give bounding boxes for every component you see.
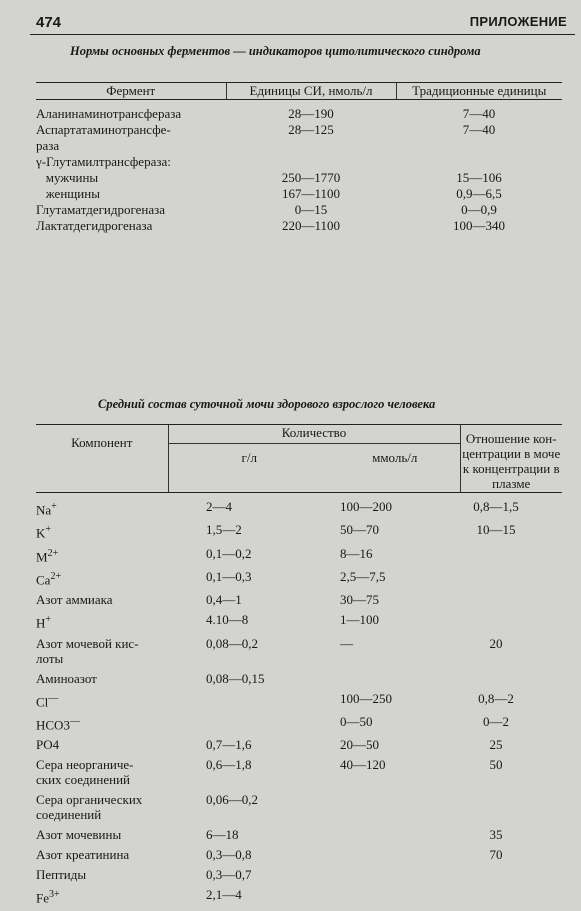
table-row	[36, 592, 562, 612]
mmol-per-l-value	[330, 792, 460, 827]
component-name: $Fe^{3+}$	[36, 889, 60, 906]
mmol-per-l-value: 2,5—7,5	[340, 568, 386, 584]
g-per-l-value: 0,08—0,15	[206, 670, 265, 686]
ratio-value	[460, 867, 562, 887]
traditional-value	[396, 154, 562, 170]
table1-title: Нормы основных ферментов — индикаторов цитолитического синдрома	[70, 44, 481, 58]
ratio-value	[460, 887, 562, 910]
component-name: H+	[36, 614, 52, 631]
section-title: ПРИЛОЖЕНИЕ	[469, 14, 567, 29]
mmol-per-l-value	[330, 887, 460, 910]
g-per-l-value: 0,1—0,3	[206, 568, 252, 584]
traditional-value: 7—40	[462, 122, 496, 137]
col-component: Компонент	[36, 425, 168, 493]
g-per-l-value: 0,1—0,2	[206, 545, 252, 561]
col-enzyme: Фермент	[36, 83, 226, 100]
col-quantity: Количество	[168, 425, 460, 444]
header-rule	[30, 34, 575, 35]
mmol-per-l-value: 40—120	[340, 757, 386, 773]
table-row	[36, 154, 562, 170]
enzyme-name: Аланинаминотрансфераза	[36, 106, 182, 121]
mmol-per-l-value: 30—75	[340, 592, 379, 608]
traditional-value: 15—106	[456, 170, 502, 185]
component-name: HCO3—	[36, 715, 80, 733]
component-name: Сера неорганиче- ских соединений	[36, 757, 134, 788]
g-per-l-value: 0,6—1,8	[206, 757, 252, 773]
table-row	[36, 827, 562, 847]
table-row	[36, 100, 562, 123]
col-ratio: Отношение кон- центрации в моче к концентрации в плазме	[460, 425, 562, 493]
mmol-per-l-value: 20—50	[340, 737, 379, 753]
enzyme-name: мужчины	[36, 170, 99, 185]
si-value: 220—1100	[281, 218, 341, 233]
enzyme-table-body	[36, 100, 562, 235]
mmol-per-l-value: —	[340, 635, 353, 651]
enzyme-norms-table	[36, 82, 562, 234]
g-per-l-value: 0,3—0,8	[206, 847, 252, 863]
component-name: K+	[36, 524, 52, 541]
si-value: 0—15	[294, 202, 328, 217]
enzyme-name: Аспартатаминотрансфе- раза	[36, 122, 171, 153]
table-row	[36, 186, 562, 202]
mmol-per-l-value: 50—70	[340, 522, 379, 538]
table-row	[36, 170, 562, 186]
traditional-value: 7—40	[462, 106, 496, 121]
table-row	[36, 887, 562, 910]
traditional-value: 0,9—6,5	[456, 186, 502, 201]
table2-title: Средний состав суточной мочи здорового взрослого человека	[98, 397, 436, 411]
table-row	[36, 546, 562, 569]
g-per-l-value: 0,4—1	[206, 592, 242, 608]
mmol-per-l-value: 1—100	[340, 612, 379, 628]
si-value	[226, 154, 396, 170]
g-per-l-value: 0,3—0,7	[206, 867, 252, 883]
table-row	[36, 867, 562, 887]
table-row	[36, 671, 562, 691]
enzyme-name: Лактатдегидрогеназа	[36, 218, 153, 233]
col-g-per-l: г/л	[168, 444, 330, 493]
table-row	[36, 792, 562, 827]
enzyme-name: женщины	[36, 186, 100, 201]
table-row	[36, 757, 562, 792]
ratio-value: 35	[489, 827, 503, 843]
ratio-value	[460, 671, 562, 691]
si-value: 167—1100	[281, 186, 341, 201]
col-si-units: Единицы СИ, нмоль/л	[226, 83, 396, 100]
mmol-per-l-value	[330, 867, 460, 887]
mmol-per-l-value: 0—50	[340, 713, 373, 729]
table-row	[36, 569, 562, 592]
table-row	[36, 493, 562, 523]
component-name: Аминоазот	[36, 670, 97, 686]
mmol-per-l-value	[330, 847, 460, 867]
mmol-per-l-value: 8—16	[340, 545, 373, 561]
g-per-l-value: 0,7—1,6	[206, 737, 252, 753]
ratio-value	[460, 792, 562, 827]
si-value: 28—125	[288, 122, 334, 137]
component-name: Пептиды	[36, 867, 87, 883]
urine-table-body	[36, 493, 562, 911]
ratio-value	[460, 569, 562, 592]
enzyme-name: γ-Глутамилтрансфераза:	[36, 154, 171, 169]
g-per-l-value: 6—18	[206, 827, 239, 843]
component-name: Азот мочевины	[36, 827, 122, 843]
ratio-value: 10—15	[476, 522, 516, 538]
col-traditional-units: Традиционные единицы	[396, 83, 562, 100]
g-per-l-value: 0,06—0,2	[206, 792, 258, 808]
si-value: 250—1770	[281, 170, 341, 185]
g-per-l-value	[168, 691, 330, 714]
component-name: $M^{2+}$	[36, 547, 59, 564]
ratio-value: 0,8—2	[478, 690, 514, 706]
table-row	[36, 122, 562, 154]
table-row	[36, 202, 562, 218]
g-per-l-value: 2—4	[206, 499, 232, 514]
component-name: $Ca^{2+}$	[36, 570, 62, 588]
table-row	[36, 691, 562, 714]
ratio-value	[460, 592, 562, 612]
urine-composition-table	[36, 424, 562, 911]
ratio-value: 20	[489, 635, 503, 651]
table-row	[36, 522, 562, 545]
mmol-per-l-value	[330, 671, 460, 691]
component-name: Азот креатинина	[36, 847, 130, 863]
si-value: 28—190	[288, 106, 334, 121]
enzyme-name: Глутаматдегидрогеназа	[36, 202, 166, 217]
col-mmol-per-l: ммоль/л	[330, 444, 460, 493]
component-name: Азот аммиака	[36, 592, 113, 608]
component-name: Cl—	[36, 692, 59, 709]
ratio-value: 0,8—1,5	[473, 499, 519, 514]
mmol-per-l-value: 100—200	[340, 499, 392, 514]
table-row	[36, 847, 562, 867]
table-row	[36, 714, 562, 737]
ratio-value	[460, 546, 562, 569]
page-number: 474	[36, 14, 62, 31]
table-row	[36, 218, 562, 234]
ratio-value: 50	[489, 757, 503, 773]
component-name: PO4	[36, 737, 60, 753]
g-per-l-value: 0,08—0,2	[206, 635, 258, 651]
mmol-per-l-value	[330, 827, 460, 847]
ratio-value: 70	[489, 847, 503, 863]
traditional-value: 0—0,9	[461, 202, 497, 217]
component-name: Азот мочевой кис- лоты	[36, 635, 139, 666]
ratio-value	[460, 612, 562, 635]
table-row	[36, 636, 562, 671]
g-per-l-value: 1,5—2	[206, 522, 242, 538]
table-row	[36, 737, 562, 757]
table-row	[36, 612, 562, 635]
ratio-value: 25	[489, 737, 503, 753]
ratio-value: 0—2	[483, 713, 509, 729]
g-per-l-value	[168, 714, 330, 737]
traditional-value: 100—340	[453, 218, 505, 233]
component-name: Сера органических соединений	[36, 792, 143, 823]
mmol-per-l-value: 100—250	[340, 690, 392, 706]
component-name: Na+	[36, 501, 57, 518]
g-per-l-value: 2,1—4	[206, 887, 242, 903]
g-per-l-value: 4.10—8	[206, 612, 249, 628]
